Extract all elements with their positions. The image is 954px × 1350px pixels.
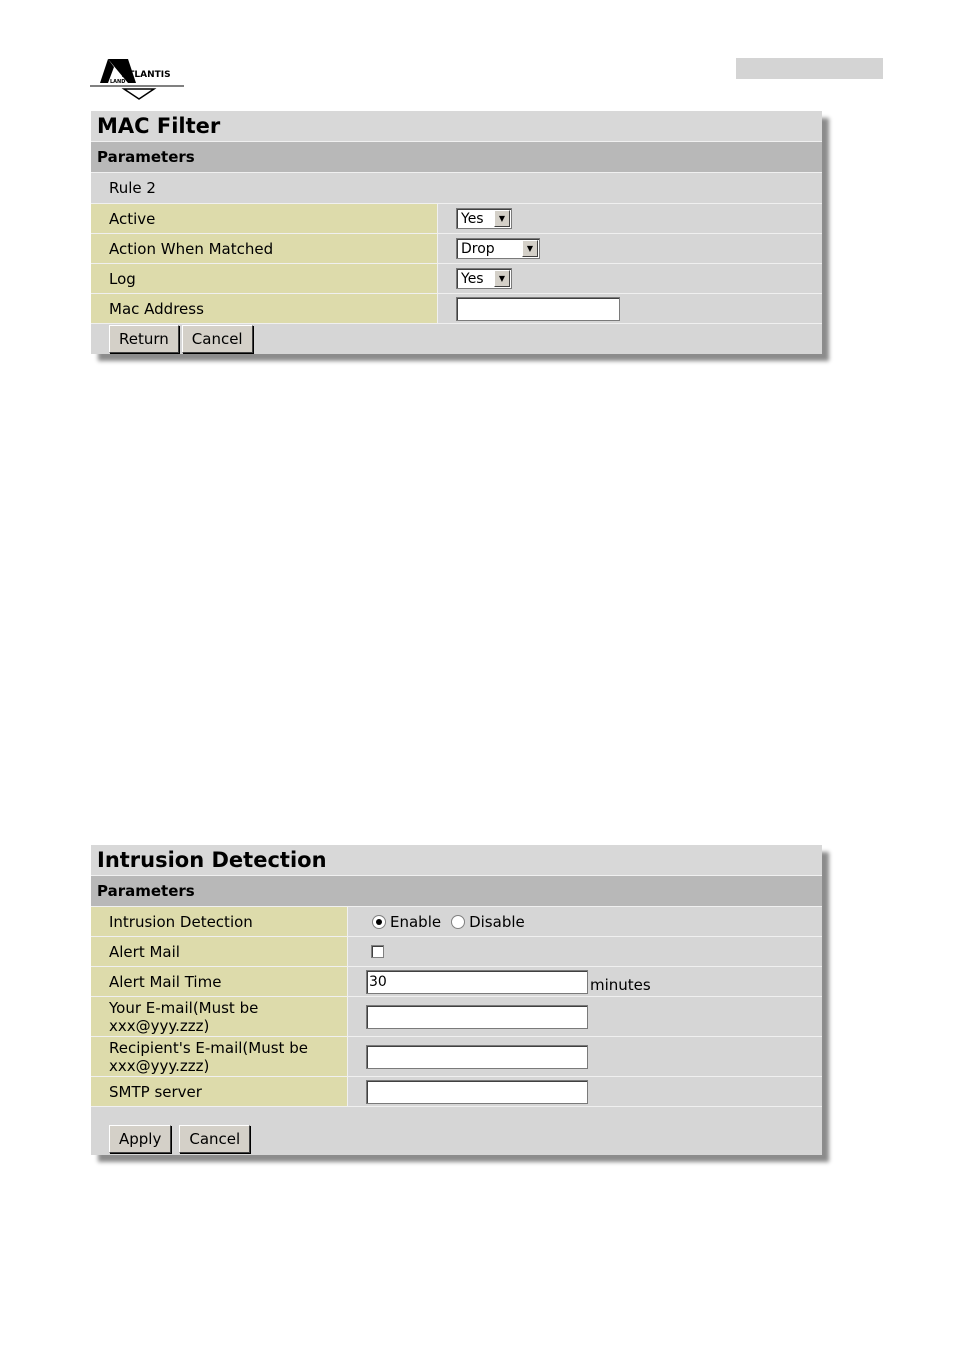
svg-text:LAND: LAND bbox=[110, 79, 126, 85]
alert-mail-checkbox[interactable] bbox=[371, 945, 384, 958]
active-select[interactable] bbox=[456, 208, 512, 229]
intrusion-detection-label: Intrusion Detection bbox=[91, 907, 348, 936]
cancel-button[interactable]: Cancel bbox=[179, 1125, 250, 1153]
recipient-email-input[interactable] bbox=[366, 1045, 588, 1069]
chevron-down-icon[interactable]: ▼ bbox=[522, 240, 538, 257]
active-label: Active bbox=[91, 204, 438, 233]
alert-time-input[interactable] bbox=[366, 970, 588, 994]
recipient-email-row bbox=[91, 1037, 822, 1077]
your-email-label-line1: Your E-mail(Must be bbox=[109, 998, 259, 1017]
log-row bbox=[91, 264, 822, 294]
smtp-input[interactable] bbox=[366, 1080, 588, 1104]
action-label: Action When Matched bbox=[91, 234, 438, 263]
log-select[interactable] bbox=[456, 268, 512, 289]
enable-radio[interactable] bbox=[372, 915, 386, 929]
mac-address-label: Mac Address bbox=[91, 294, 438, 323]
action-row bbox=[91, 234, 822, 264]
mac-filter-title: MAC Filter bbox=[91, 111, 822, 142]
alert-mail-row bbox=[91, 937, 822, 967]
recipient-email-label-line2: xxx@yyy.zzz) bbox=[109, 1056, 210, 1075]
intrusion-detection-row bbox=[91, 907, 822, 937]
mac-address-row bbox=[91, 294, 822, 324]
your-email-input[interactable] bbox=[366, 1005, 588, 1029]
mac-filter-actions bbox=[91, 324, 822, 354]
minutes-unit: minutes bbox=[590, 975, 651, 994]
chevron-down-icon[interactable]: ▼ bbox=[494, 210, 510, 227]
apply-button[interactable]: Apply bbox=[109, 1125, 171, 1153]
disable-radio[interactable] bbox=[451, 915, 465, 929]
rule-label: Rule 2 bbox=[91, 173, 822, 204]
your-email-label-line2: xxx@yyy.zzz) bbox=[109, 1016, 210, 1035]
svg-text:ATLANTIS: ATLANTIS bbox=[122, 70, 171, 80]
intrusion-actions bbox=[91, 1107, 822, 1155]
recipient-email-label bbox=[91, 1037, 348, 1076]
recipient-email-label-line1: Recipient's E-mail(Must be bbox=[109, 1038, 308, 1057]
mac-address-input[interactable] bbox=[456, 297, 620, 321]
return-button[interactable]: Return bbox=[109, 325, 179, 353]
smtp-row bbox=[91, 1077, 822, 1107]
action-select-value: Drop bbox=[461, 240, 495, 257]
action-select[interactable] bbox=[456, 238, 540, 259]
enable-label: Enable bbox=[390, 912, 442, 931]
your-email-row bbox=[91, 997, 822, 1037]
alert-time-label: Alert Mail Time bbox=[91, 967, 348, 996]
chevron-down-icon[interactable]: ▼ bbox=[494, 270, 510, 287]
alert-time-row bbox=[91, 967, 822, 997]
atlantis-logo bbox=[88, 55, 188, 101]
parameters-header: Parameters bbox=[91, 876, 822, 907]
smtp-label: SMTP server bbox=[91, 1077, 348, 1106]
intrusion-title: Intrusion Detection bbox=[91, 845, 822, 876]
active-row bbox=[91, 204, 822, 234]
cancel-button[interactable]: Cancel bbox=[182, 325, 253, 353]
alert-mail-label: Alert Mail bbox=[91, 937, 348, 966]
disable-label: Disable bbox=[469, 912, 525, 931]
mac-filter-panel bbox=[91, 111, 822, 354]
parameters-header: Parameters bbox=[91, 142, 822, 173]
log-label: Log bbox=[91, 264, 438, 293]
active-select-value: Yes bbox=[461, 210, 484, 227]
your-email-label bbox=[91, 997, 348, 1036]
intrusion-panel bbox=[91, 845, 822, 1155]
header-bar bbox=[736, 58, 883, 79]
log-select-value: Yes bbox=[461, 270, 484, 287]
